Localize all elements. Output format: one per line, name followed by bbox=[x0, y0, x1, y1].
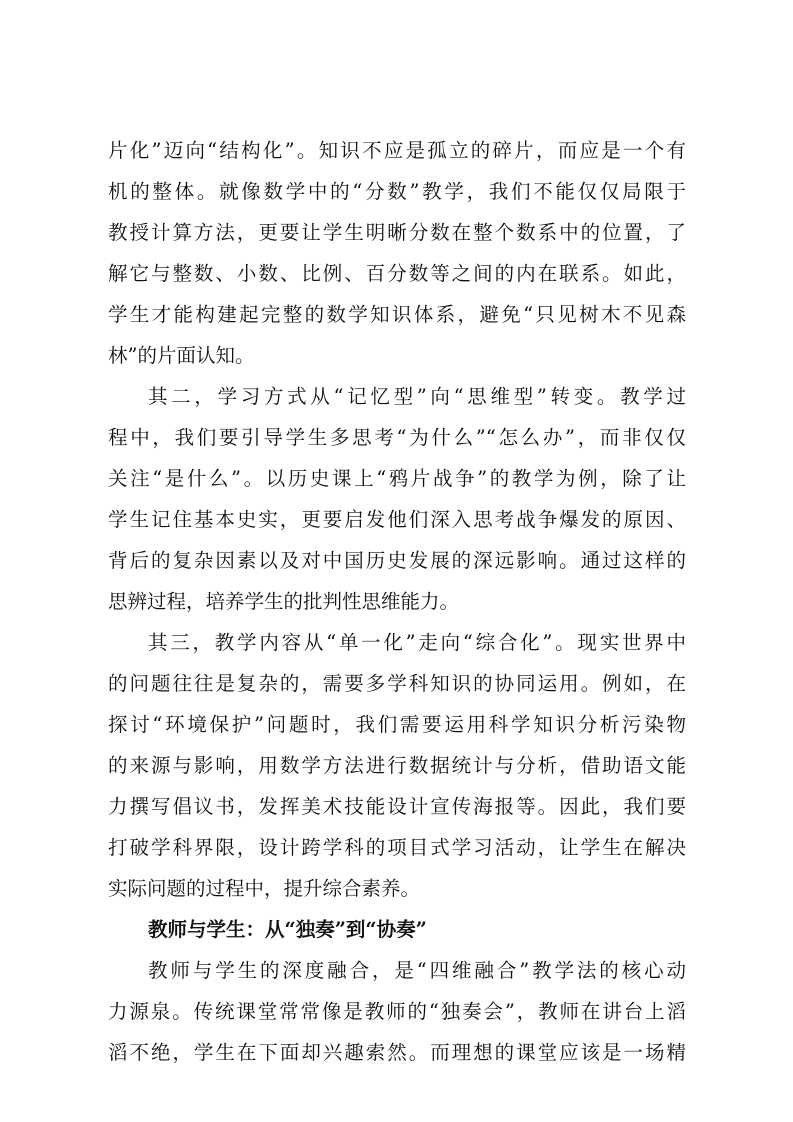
text-line: 滔不绝，学生在下面却兴趣索然。而理想的课堂应该是一场精 bbox=[108, 1041, 686, 1064]
text-line: 的问题往往是复杂的，需要多学科知识的协同运用。例如，在 bbox=[108, 672, 686, 695]
text-line: 林”的片面认知。 bbox=[108, 344, 255, 367]
text-line: 片化”迈向“结构化”。知识不应是孤立的碎片，而应是一个有 bbox=[108, 139, 686, 162]
text-line: 其三，教学内容从“单一化”走向“综合化”。现实世界中 bbox=[148, 631, 686, 654]
text-line: 机的整体。就像数学中的“分数”教学，我们不能仅仅局限于 bbox=[108, 180, 686, 203]
text-line: 力源泉。传统课堂常常像是教师的“独奏会”，教师在讲台上滔 bbox=[108, 1000, 686, 1023]
text-line: 学生才能构建起完整的数学知识体系，避免“只见树木不见森 bbox=[108, 303, 686, 326]
paragraph bbox=[108, 950, 686, 1073]
text-line: 实际问题的过程中，提升综合素养。 bbox=[108, 877, 421, 900]
text-line: 程中，我们要引导学生多思考“为什么”“怎么办”，而非仅仅 bbox=[108, 426, 686, 449]
text-line: 思辨过程，培养学生的批判性思维能力。 bbox=[108, 590, 460, 613]
text-line: 背后的复杂因素以及对中国历史发展的深远影响。通过这样的 bbox=[108, 549, 686, 572]
paragraph bbox=[108, 130, 686, 376]
text-line: 学生记住基本史实，更要启发他们深入思考战争爆发的原因、 bbox=[108, 508, 686, 531]
text-line: 探讨“环境保护”问题时，我们需要运用科学知识分析污染物 bbox=[108, 713, 686, 736]
text-line: 教师与学生的深度融合，是“四维融合”教学法的核心动 bbox=[148, 959, 686, 982]
paragraph bbox=[108, 376, 686, 622]
text-line: 教授计算方法，更要让学生明晰分数在整个数系中的位置，了 bbox=[108, 221, 686, 244]
section-heading bbox=[108, 909, 686, 950]
text-line: 打破学科界限，设计跨学科的项目式学习活动，让学生在解决 bbox=[108, 836, 686, 859]
text-line: 其二，学习方式从“记忆型”向“思维型”转变。教学过 bbox=[148, 385, 686, 408]
document-page bbox=[108, 130, 686, 1073]
text-line: 教师与学生：从“独奏”到“协奏” bbox=[148, 918, 427, 941]
text-line: 的来源与影响，用数学方法进行数据统计与分析，借助语文能 bbox=[108, 754, 686, 777]
text-line: 解它与整数、小数、比例、百分数等之间的内在联系。如此， bbox=[108, 262, 686, 285]
text-line: 力撰写倡议书，发挥美术技能设计宣传海报等。因此，我们要 bbox=[108, 795, 686, 818]
text-line: 关注“是什么”。以历史课上“鸦片战争”的教学为例，除了让 bbox=[108, 467, 686, 490]
paragraph bbox=[108, 622, 686, 909]
